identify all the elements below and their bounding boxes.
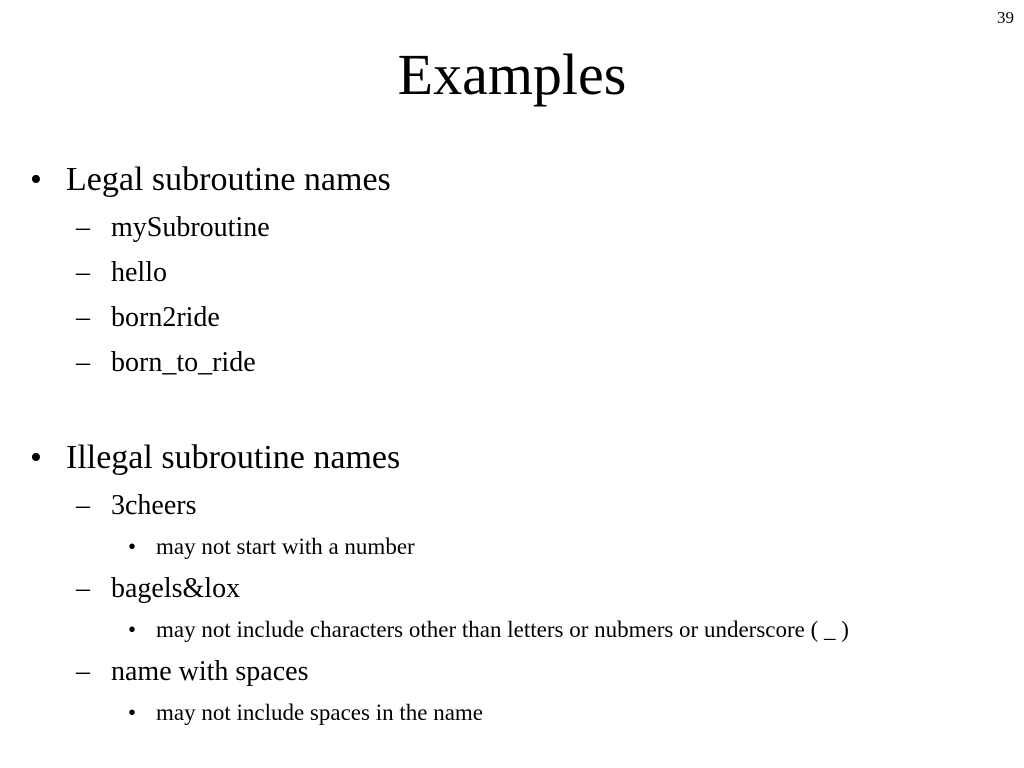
illegal-reason-text: may not include characters other than letters or nubmers or underscore ( _ ) bbox=[156, 617, 849, 642]
legal-item-text: mySubroutine bbox=[111, 212, 270, 243]
bullet-icon: • bbox=[128, 617, 137, 642]
dash-icon: – bbox=[76, 302, 90, 333]
illegal-reason-text: may not include spaces in the name bbox=[156, 700, 484, 725]
illegal-reason-text: may not start with a number bbox=[156, 534, 415, 559]
bullet-icon: • bbox=[30, 161, 42, 198]
legal-item-text: hello bbox=[111, 257, 167, 288]
legal-item-text: born_to_ride bbox=[111, 347, 256, 378]
dash-icon: – bbox=[76, 573, 90, 604]
illegal-item-text: bagels&lox bbox=[111, 573, 241, 604]
slide-title: Examples bbox=[397, 42, 627, 107]
dash-icon: – bbox=[76, 212, 90, 243]
bullet-icon: • bbox=[128, 534, 137, 559]
illegal-heading-text: Illegal subroutine names bbox=[66, 439, 401, 476]
dash-icon: – bbox=[76, 347, 90, 378]
slide-number: 39 bbox=[997, 8, 1014, 27]
legal-item-text: born2ride bbox=[111, 302, 220, 333]
legal-heading-text: Legal subroutine names bbox=[66, 161, 391, 198]
dash-icon: – bbox=[76, 490, 90, 521]
illegal-item-text: 3cheers bbox=[111, 490, 197, 521]
dash-icon: – bbox=[76, 257, 90, 288]
bullet-icon: • bbox=[128, 700, 137, 725]
illegal-item-text: name with spaces bbox=[111, 656, 309, 687]
dash-icon: – bbox=[76, 656, 90, 687]
bullet-icon: • bbox=[30, 439, 42, 476]
